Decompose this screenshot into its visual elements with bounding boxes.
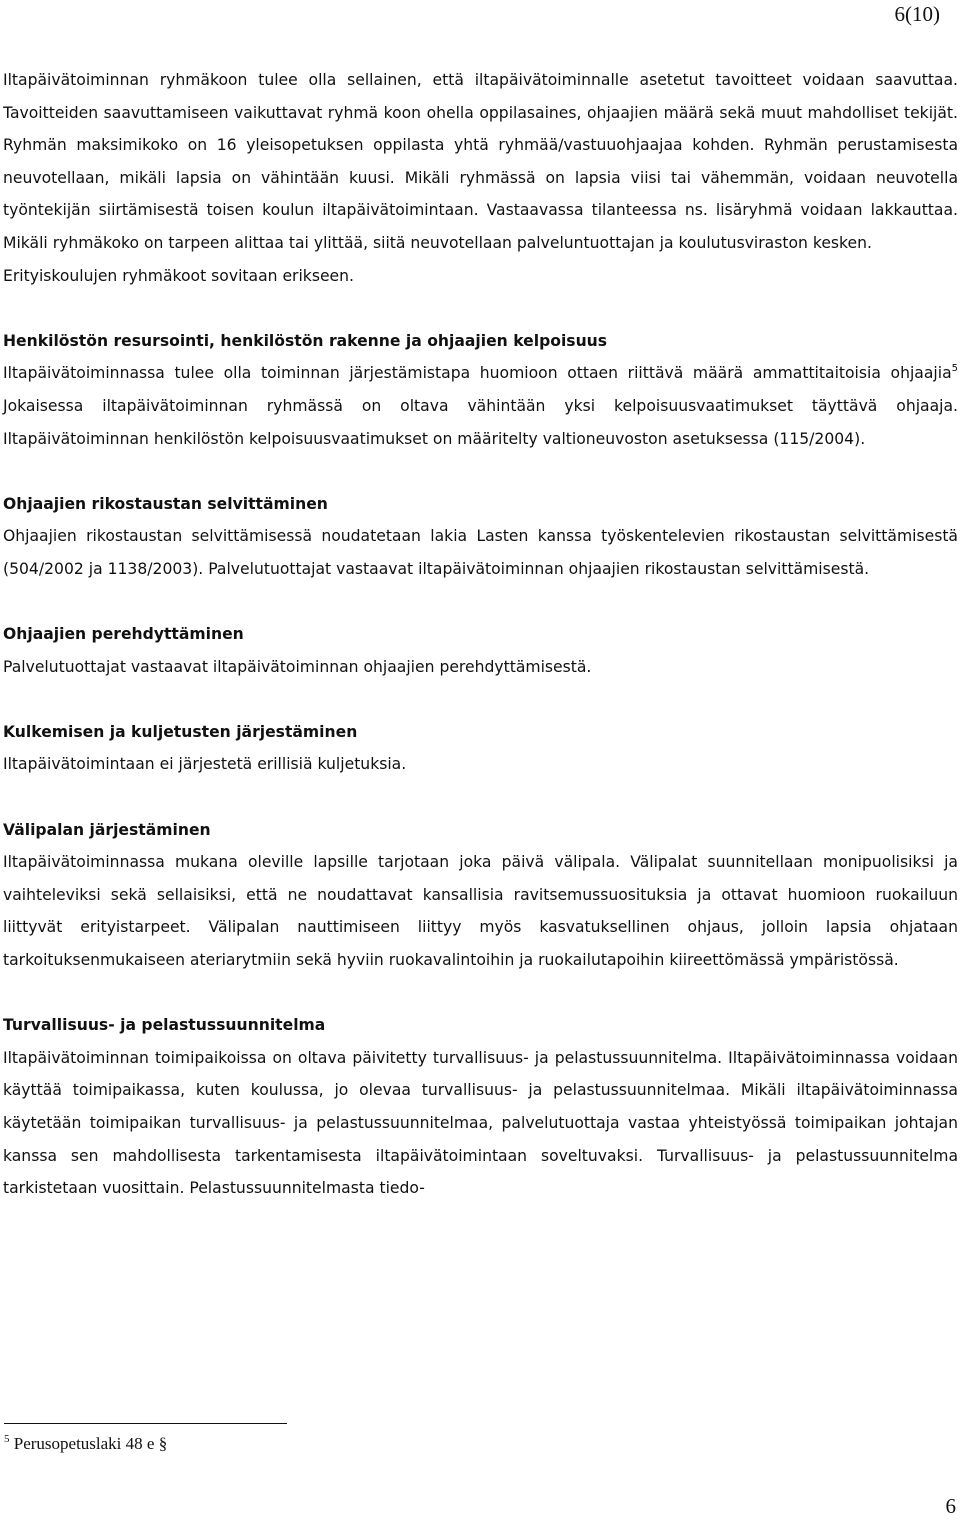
- page-number-footer: 6: [945, 1494, 956, 1518]
- heading-transport: Kulkemisen ja kuljetusten järjestäminen: [3, 722, 358, 741]
- paragraph-special-schools: Erityiskoulujen ryhmäkoot sovitaan erikseen.: [3, 266, 354, 285]
- heading-orientation: Ohjaajien perehdyttäminen: [3, 625, 244, 644]
- footnote-text: Perusopetuslaki 48 e §: [13, 1434, 168, 1453]
- heading-background-check: Ohjaajien rikostaustan selvittäminen: [3, 494, 328, 513]
- document-body: [3, 64, 958, 1205]
- heading-safety: Turvallisuus- ja pelastussuunnitelma: [3, 1016, 326, 1035]
- footnote-mark: 5: [4, 1433, 10, 1445]
- paragraph-background-check: Ohjaajien rikostaustan selvittämisessä noudatetaan lakia Lasten kanssa työskentelevien rikostaustan selvittämisestä (504/2002 ja 1138/2003). Palvelutuottajat vastaavat iltapäivätoiminnan ohjaajien rikostaustan selvittämisestä.: [3, 527, 958, 578]
- paragraph-snack: Iltapäivätoiminnassa mukana oleville lapsille tarjotaan joka päivä välipala. Välipalat suunnitellaan monipuolisiksi ja vaihteleviksi sekä sellaisiksi, että ne noudattavat kansallisia ravitsemussuosituksia ja ottavat huomioon ruokailuun liittyvät erityistarpeet. Välipalan nauttimiseen liittyy myös kasvatuksellinen ohjaus, jolloin lapsia ohjataan tarkoituksenmukaiseen ateriarytmiin sekä hyviin ruokavalintoihin ja ruokailutapoihin kiireettömässä ympäristössä.: [3, 853, 958, 970]
- paragraph-transport: Iltapäivätoimintaan ei järjestetä erillisiä kuljetuksia.: [3, 755, 407, 774]
- paragraph-staff: [3, 357, 958, 455]
- paragraph-group-size: Iltapäivätoiminnan ryhmäkoon tulee olla sellainen, että iltapäivätoiminnalle asetetut tavoitteet voidaan saavuttaa. Tavoitteiden saavuttamiseen vaikuttavat ryhmä koon ohella oppilasaines, ohjaajien määrä sekä muut mahdolliset tekijät. Ryhmän maksimikoko on 16 yleisopetuksen oppilasta yhtä ryhmää/vastuuohjaajaa kohden. Ryhmän perustamisesta neuvotellaan, mikäli lapsia on vähintään kuusi. Mikäli ryhmässä on lapsia viisi tai vähemmän, voidaan neuvotella työntekijän siirtämisestä toisen koulun iltapäivätoimintaan. Vastaavassa tilanteessa ns. lisäryhmä voidaan lakkauttaa. Mikäli ryhmäkoko on tarpeen alittaa tai ylittää, siitä neuvotellaan palveluntuottajan ja koulutusviraston kesken.: [3, 71, 958, 252]
- staff-text-a: Iltapäivätoiminnassa tulee olla toiminnan järjestämistapa huomioon ottaen riittävä määrä ammattitaitoisia ohjaajia: [3, 364, 952, 383]
- paragraph-orientation: Palvelutuottajat vastaavat iltapäivätoiminnan ohjaajien perehdyttämisestä.: [3, 657, 592, 676]
- footnote-reference: 5: [951, 363, 958, 375]
- paragraph-safety: Iltapäivätoiminnan toimipaikoissa on oltava päivitetty turvallisuus- ja pelastussuunnitelma. Iltapäivätoiminnassa voidaan käyttää toimipaikassa, kuten koulussa, jo olevaa turvallisuus- ja pelastussuunnitelmaa. Mikäli iltapäivätoiminnassa käytetään toimipaikan turvallisuus- ja pelastussuunnitelmaa, palvelutuottaja vastaa yhteistyössä toimipaikan johtajan kanssa sen mahdollisesta tarkentamisesta iltapäivätoimintaan soveltuvaksi. Turvallisuus- ja pelastussuunnitelma tarkistetaan vuosittain. Pelastussuunnitelmasta tiedo-: [3, 1048, 958, 1198]
- page-number-header: 6(10): [894, 2, 940, 26]
- footnote-divider: [4, 1423, 287, 1424]
- staff-text-b: Jokaisessa iltapäivätoiminnan ryhmässä on oltava vähintään yksi kelpoisuusvaatimukset täyttävä ohjaaja. Iltapäivätoiminnan henkilöstön kelpoisuusvaatimukset on määritelty valtioneuvoston asetuksessa (115/2004).: [3, 396, 958, 448]
- heading-staff: Henkilöstön resursointi, henkilöstön rakenne ja ohjaajien kelpoisuus: [3, 331, 608, 350]
- footnote: [4, 1433, 167, 1454]
- heading-snack: Välipalan järjestäminen: [3, 820, 211, 839]
